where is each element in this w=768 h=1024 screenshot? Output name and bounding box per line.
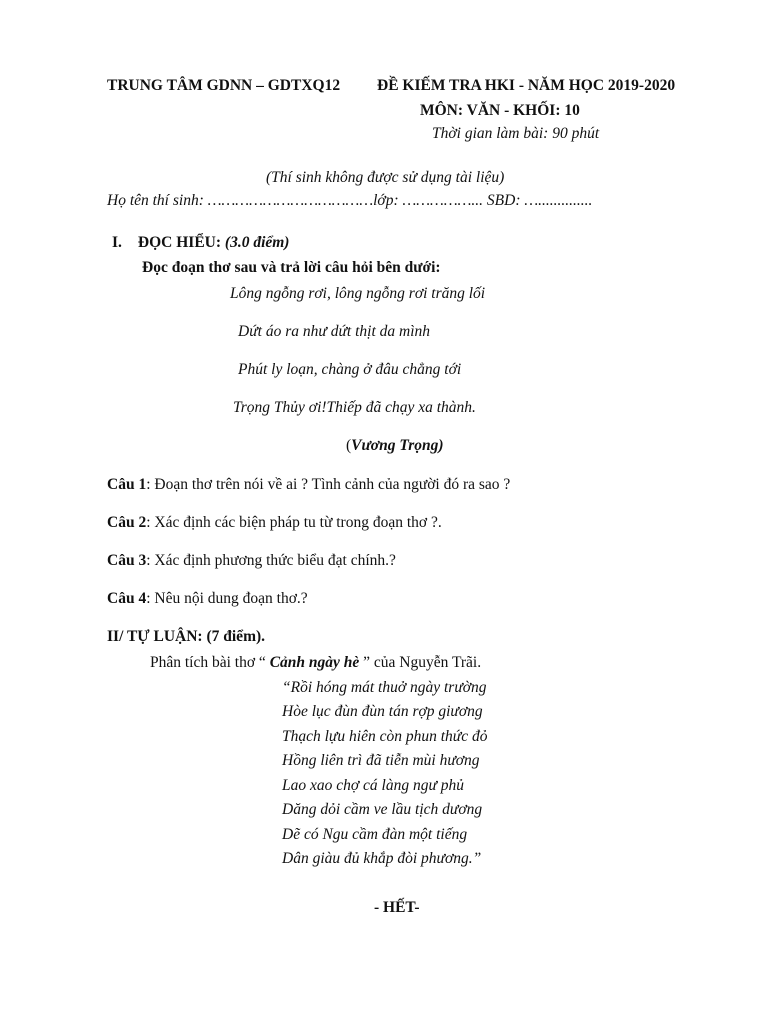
author-name: Vương Trọng)	[351, 437, 444, 454]
question-label: Câu 4	[107, 590, 147, 607]
section1-heading	[112, 234, 289, 253]
question-text: : Xác định các biện pháp tu từ trong đoạn thơ ?.	[146, 514, 442, 531]
poem1-author	[346, 437, 444, 456]
poem2-line-1: “Rồi hóng mát thuở ngày trường	[282, 679, 487, 696]
prompt-poem-title: Cảnh ngày hè	[269, 654, 360, 671]
poem2-line-8: Dân giàu đủ khắp đòi phương.”	[282, 850, 482, 867]
no-materials-note: (Thí sinh không được sử dụng tài liệu)	[266, 169, 505, 186]
question-text: : Đoạn thơ trên nói về ai ? Tình cảnh của người đó ra sao ?	[146, 476, 511, 493]
section1-instruction: Đọc đoạn thơ sau và trả lời câu hỏi bên dưới:	[142, 259, 441, 276]
poem1-line-2: Dứt áo ra như dứt thịt da mình	[238, 323, 430, 340]
subject-grade: MÔN: VĂN - KHỐI: 10	[420, 102, 580, 119]
poem2-line-3: Thạch lựu hiên còn phun thức đỏ	[282, 728, 488, 745]
section1-points: (3.0 điểm)	[224, 234, 290, 251]
exam-duration: Thời gian làm bài: 90 phút	[432, 125, 600, 142]
section1-title: ĐỌC HIỂU:	[137, 234, 222, 251]
poem2-line-6: Dăng dỏi cầm ve lầu tịch dương	[282, 801, 483, 818]
poem2-line-4: Hồng liên trì đã tiễn mùi hương	[282, 752, 480, 769]
author-paren: (	[346, 437, 352, 454]
poem2-line-2: Hòe lục đùn đùn tán rợp giương	[282, 703, 483, 720]
poem1-line-1: Lông ngỗng rơi, lông ngỗng rơi trăng lối	[230, 285, 486, 302]
prompt-before: Phân tích bài thơ “	[150, 654, 270, 671]
poem1-line-4: Trọng Thủy ơi!Thiếp đã chạy xa thành.	[233, 399, 476, 416]
question-label: Câu 1	[107, 476, 147, 493]
question-4	[107, 590, 308, 609]
prompt-after: ” của Nguyễn Trãi.	[359, 654, 482, 671]
question-label: Câu 2	[107, 514, 147, 531]
end-marker: - HẾT-	[374, 899, 420, 916]
question-1	[107, 476, 510, 495]
student-info-line: Họ tên thí sinh: ………………………………lớp: ……………... SBD: …..............	[107, 192, 593, 209]
question-2	[107, 514, 442, 533]
question-text: : Nêu nội dung đoạn thơ.?	[146, 590, 308, 607]
poem2-line-5: Lao xao chợ cá làng ngư phủ	[282, 777, 465, 794]
question-3	[107, 552, 396, 571]
poem1-line-3: Phút ly loạn, chàng ở đâu chẳng tới	[238, 361, 462, 378]
school-name: TRUNG TÂM GDNN – GDTXQ12	[107, 77, 341, 94]
poem2-line-7: Dẽ có Ngu cầm đàn một tiếng	[282, 826, 468, 843]
question-label: Câu 3	[107, 552, 147, 569]
question-text: : Xác định phương thức biểu đạt chính.?	[146, 552, 396, 569]
section1-number: I.	[112, 234, 122, 251]
section2-prompt	[150, 654, 481, 673]
exam-title: ĐỀ KIẾM TRA HKI - NĂM HỌC 2019-2020	[377, 77, 676, 94]
section2-heading: II/ TỰ LUẬN: (7 điểm).	[107, 628, 266, 645]
